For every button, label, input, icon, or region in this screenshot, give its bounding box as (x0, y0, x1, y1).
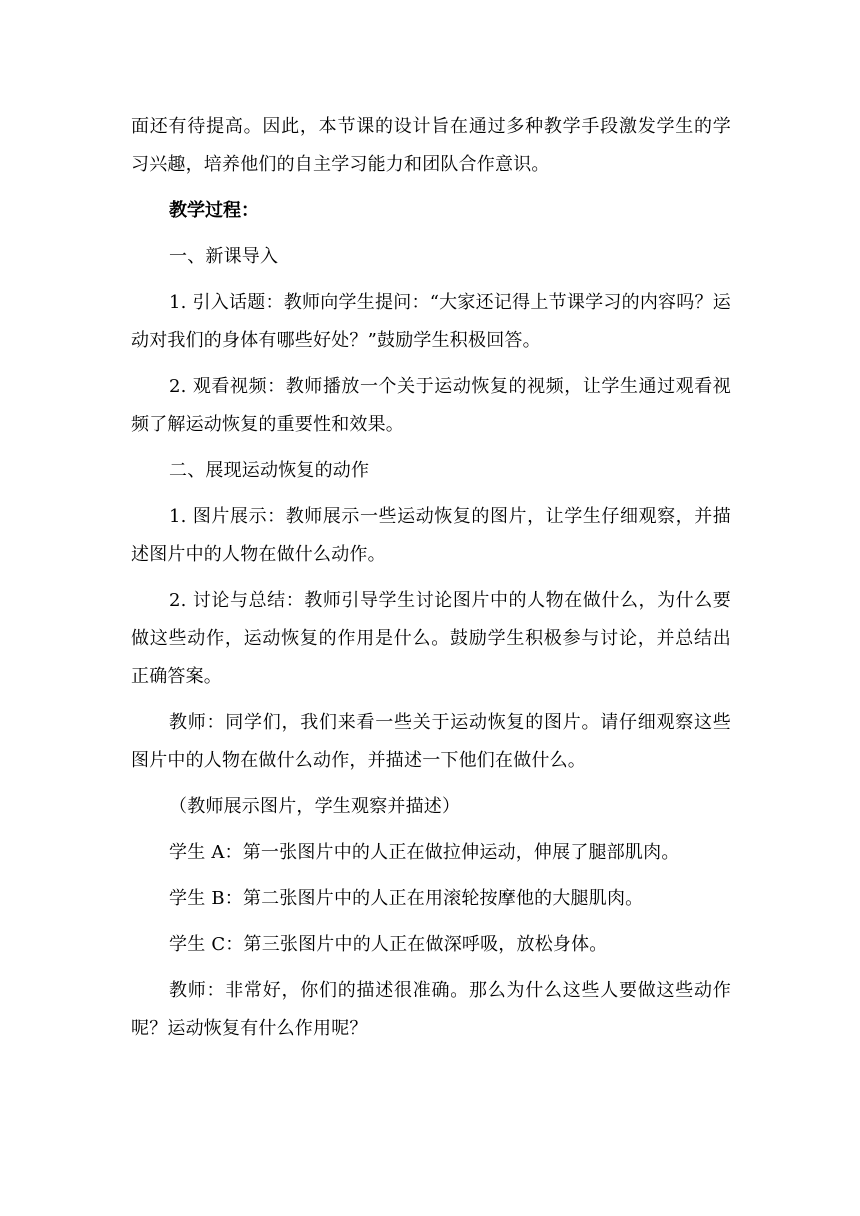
subheading-show-recovery-actions: 二、展现运动恢复的动作 (169, 460, 370, 481)
paragraph-student-c: 学生 C：第三张图片中的人正在做深呼吸，放松身体。 (169, 934, 608, 955)
paragraph-introduce-topic: 1. 引入话题：教师向学生提问：“大家还记得上节课学习的内容吗？运动对我们的身体有哪些好处？”鼓励学生积极回答。 (131, 292, 731, 351)
paragraph-intro-continuation: 面还有待提高。因此，本节课的设计旨在通过多种教学手段激发学生的学习兴趣，培养他们的自主学习能力和团队合作意识。 (131, 116, 731, 175)
paragraph-teacher-dialogue-2: 教师：非常好，你们的描述很准确。那么为什么这些人要做这些动作呢？运动恢复有什么作用呢？ (131, 980, 731, 1039)
paragraph-watch-video: 2. 观看视频：教师播放一个关于运动恢复的视频，让学生通过观看视频了解运动恢复的重要性和效果。 (131, 376, 731, 435)
document-body (131, 108, 731, 1056)
paragraph-student-a: 学生 A：第一张图片中的人正在做拉伸运动，伸展了腿部肌肉。 (169, 842, 680, 863)
paragraph-discussion-summary: 2. 讨论与总结：教师引导学生讨论图片中的人物在做什么，为什么要做这些动作，运动恢复的作用是什么。鼓励学生积极参与讨论，并总结出正确答案。 (131, 590, 731, 687)
paragraph-stage-direction: （教师展示图片，学生观察并描述） (169, 796, 461, 817)
paragraph-teacher-dialogue-1: 教师：同学们，我们来看一些关于运动恢复的图片。请仔细观察这些图片中的人物在做什么动作，并描述一下他们在做什么。 (131, 712, 731, 771)
subheading-new-lesson-intro: 一、新课导入 (169, 246, 279, 267)
paragraph-picture-display: 1. 图片展示：教师展示一些运动恢复的图片，让学生仔细观察，并描述图片中的人物在做什么动作。 (131, 506, 731, 565)
section-heading-teaching-process: 教学过程： (169, 200, 259, 221)
paragraph-student-b: 学生 B：第二张图片中的人正在用滚轮按摩他的大腿肌肉。 (169, 888, 644, 909)
